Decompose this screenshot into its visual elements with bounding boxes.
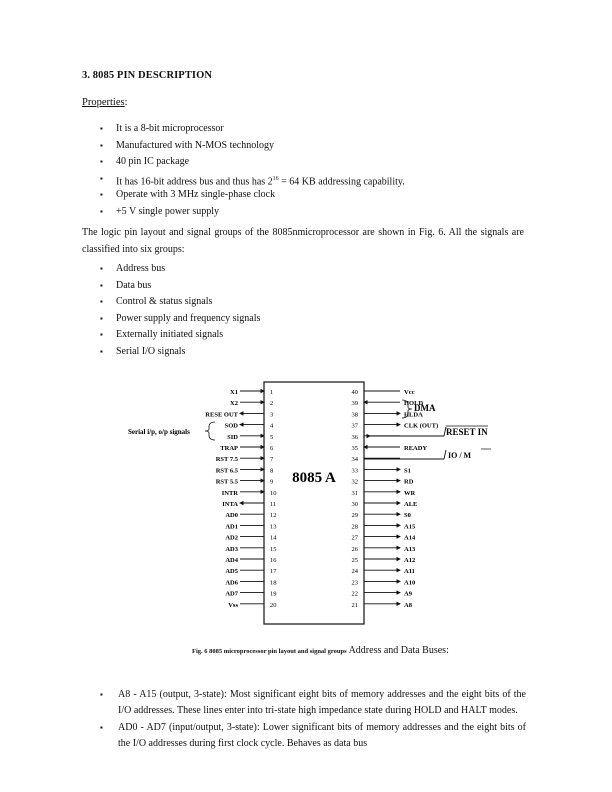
dma-label: DMA: [414, 403, 436, 413]
pin-number: 21: [351, 601, 358, 609]
pin-label: ALE: [404, 501, 418, 508]
pin-label: Vss: [228, 601, 238, 609]
caption-fig: Fig. 6 8085 microprocessor pin layout and signal groups: [192, 648, 347, 655]
address-bus-text: It has 16-bit address bus and thus has 2: [116, 175, 273, 187]
pin-11: [222, 501, 276, 508]
pin-36: [352, 434, 401, 441]
pin-15: [225, 546, 276, 553]
pin-28: [352, 523, 416, 530]
pin-14: [225, 535, 277, 542]
pin-number: 26: [351, 545, 358, 553]
pin-label: X1: [230, 389, 238, 396]
pin-27: [352, 535, 416, 542]
pin-label: HOLD: [404, 400, 424, 408]
list-item: ▪ Control & status signals: [100, 294, 260, 311]
pin-33: [352, 467, 411, 474]
properties-colon: :: [124, 97, 128, 108]
pin-22: [352, 591, 413, 598]
pin-label: AD1: [225, 523, 238, 531]
pin-label: A10: [404, 579, 416, 587]
pin-number: 22: [351, 590, 358, 598]
address-exponent: 16: [272, 175, 279, 182]
pin-24: [352, 568, 415, 575]
pin-label: RST 5.5: [215, 478, 238, 486]
pin-number: 18: [270, 579, 277, 587]
pin-label: S0: [404, 512, 411, 520]
pin-number: 23: [351, 579, 358, 587]
pin-9: [216, 479, 274, 486]
pin-20: [228, 602, 276, 609]
pin-number: 7: [270, 456, 274, 464]
pin-number: 17: [270, 568, 277, 576]
pin-number: 5: [270, 433, 274, 441]
pin-7: [216, 456, 274, 463]
pin-label: INTA: [222, 501, 238, 508]
pin-10: [222, 490, 277, 497]
pin-label: SOD: [224, 422, 238, 430]
pin-label: A11: [404, 568, 415, 576]
pin-21: [352, 602, 413, 609]
pin-number: 33: [351, 467, 358, 475]
pin-number: 30: [351, 501, 358, 508]
pin-number: 31: [351, 489, 358, 497]
section-title: 3. 8085 PIN DESCRIPTION: [82, 70, 213, 81]
pin-label: AD5: [225, 568, 238, 576]
pin-18: [225, 579, 276, 586]
chip-body: [264, 382, 364, 624]
pin-label: TRAP: [220, 445, 238, 452]
pin-30: [352, 501, 418, 508]
pin-label: A14: [404, 534, 416, 542]
pin-number: 2: [270, 400, 274, 408]
pin-number: 8: [270, 467, 274, 475]
pin-number: 9: [270, 478, 274, 486]
pin-number: 6: [270, 445, 274, 452]
pin-2: [230, 400, 273, 407]
figure-caption: [192, 645, 449, 656]
pin-31: [352, 490, 416, 497]
pin-12: [225, 512, 276, 519]
pin-34: [352, 456, 401, 463]
pin-label: A9: [404, 590, 412, 598]
pin-number: 4: [270, 422, 274, 430]
left-pins: [205, 389, 277, 609]
pin-3: [205, 411, 273, 418]
pin-label: X2: [230, 400, 238, 408]
pin-label: WR: [404, 489, 416, 497]
list-item: ▪ +5 V single power supply: [100, 204, 405, 221]
pin-19: [225, 591, 276, 598]
list-item: ▪ Serial I/O signals: [100, 344, 260, 361]
pin-label: AD7: [225, 590, 238, 598]
caption-heading: Address and Data Buses:: [346, 645, 449, 656]
pin-number: 36: [351, 433, 358, 441]
pin-number: 25: [351, 557, 358, 564]
list-item: ▪ Address bus: [100, 261, 260, 278]
pin-number: 35: [351, 445, 358, 452]
pin-number: 24: [351, 568, 358, 576]
pin-35: [352, 445, 428, 452]
address-data-list: [100, 687, 526, 753]
intro-paragraph: The logic pin layout and signal groups of the 8085nmicroprocessor are shown in Fig. 6. All the signals are classified into six groups:: [82, 227, 524, 255]
pin-label: Vcc: [404, 389, 415, 396]
list-item: ▪ 40 pin IC package: [100, 154, 405, 171]
pin-6: [220, 445, 274, 452]
pin-25: [352, 557, 416, 564]
pin-label: A13: [404, 545, 416, 553]
reset-in-label: RESET IN: [446, 427, 488, 437]
pin-29: [352, 512, 411, 519]
pin-label: HLDA: [404, 411, 423, 419]
pin-number: 40: [351, 389, 358, 396]
pin-label: AD6: [225, 579, 238, 587]
list-item: ▪ It is a 8-bit microprocessor: [100, 121, 405, 138]
list-item: ▪ AD0 - AD7 (input/output, 3-state): Lower significant bits of memory addresses and the eight bits of the I/O addresses during first clock cycle. Behaves as data bus: [100, 720, 526, 752]
pin-number: 32: [351, 478, 358, 486]
pin-number: 19: [270, 590, 277, 598]
pin-4: [225, 423, 274, 430]
pin-8: [216, 467, 274, 474]
list-item: ▪ Externally initiated signals: [100, 327, 260, 344]
pin-5: [227, 434, 273, 441]
pin-number: 15: [270, 545, 277, 553]
pin-label: AD3: [225, 545, 238, 553]
pin-number: 34: [351, 456, 358, 464]
list-item: ▪ Power supply and frequency signals: [100, 311, 260, 328]
pin-38: [352, 411, 424, 418]
io-m-label: IO / M: [448, 451, 472, 460]
pin-number: 38: [351, 411, 358, 419]
pin-26: [352, 546, 416, 553]
pin-label: A8: [404, 601, 412, 609]
pin-32: [352, 479, 414, 486]
pin-label: AD4: [225, 557, 238, 564]
list-item: ▪ A8 - A15 (output, 3-state): Most significant eight bits of memory addresses and the eight bits of the I/O addresses. These lines enter into tri-state high impedance state during HOLD and HALT modes.: [100, 687, 526, 719]
pin-label: RD: [404, 478, 414, 486]
pin-number: 28: [351, 523, 358, 531]
pin-23: [352, 579, 416, 586]
pin-label: RESE OUT: [205, 411, 238, 419]
pin-label: CLK (OUT): [404, 422, 439, 430]
pin-number: 14: [270, 534, 277, 542]
serial-label: Serial i/p, o/p signals: [128, 428, 190, 436]
pin-16: [225, 557, 277, 564]
pin-13: [225, 523, 276, 530]
pin-number: 16: [270, 557, 277, 564]
serial-brace: [205, 422, 215, 440]
pin-number: 1: [270, 389, 274, 396]
pin-40: [352, 389, 415, 396]
pin-number: 27: [351, 534, 358, 542]
pin-label: INTR: [221, 489, 238, 497]
pin-label: A12: [404, 557, 416, 564]
pin-17: [225, 568, 277, 575]
pin-1: [230, 389, 273, 396]
pin-number: 20: [270, 601, 277, 609]
pin-label: AD2: [225, 534, 238, 542]
pin-number: 11: [270, 501, 277, 508]
pin-label: RST 7.5: [215, 456, 238, 464]
pin-number: 37: [351, 422, 358, 430]
pin-number: 12: [270, 512, 277, 520]
pin-label: READY: [404, 445, 428, 452]
pin-number: 3: [270, 411, 274, 419]
list-item: ▪ Manufactured with N-MOS technology: [100, 138, 405, 155]
pin-label: SID: [227, 433, 238, 441]
address-bus-suffix: = 64 KB addressing capability.: [278, 175, 405, 187]
pin-number: 10: [270, 489, 277, 497]
pin-39: [352, 400, 424, 407]
pin-label: AD0: [225, 512, 238, 520]
pin-number: 29: [351, 512, 358, 520]
properties-label: Properties: [82, 97, 125, 108]
pin-label: A15: [404, 523, 416, 531]
pin-number: 39: [351, 400, 358, 408]
pin-number: 13: [270, 523, 277, 531]
list-item: ▪ Operate with 3 MHz single-phase clock: [100, 187, 405, 204]
pin-label: RST 6.5: [215, 467, 238, 475]
list-item: ▪ Data bus: [100, 278, 260, 295]
chip-label: 8085 A: [292, 470, 336, 486]
pin-label: S1: [404, 467, 411, 475]
